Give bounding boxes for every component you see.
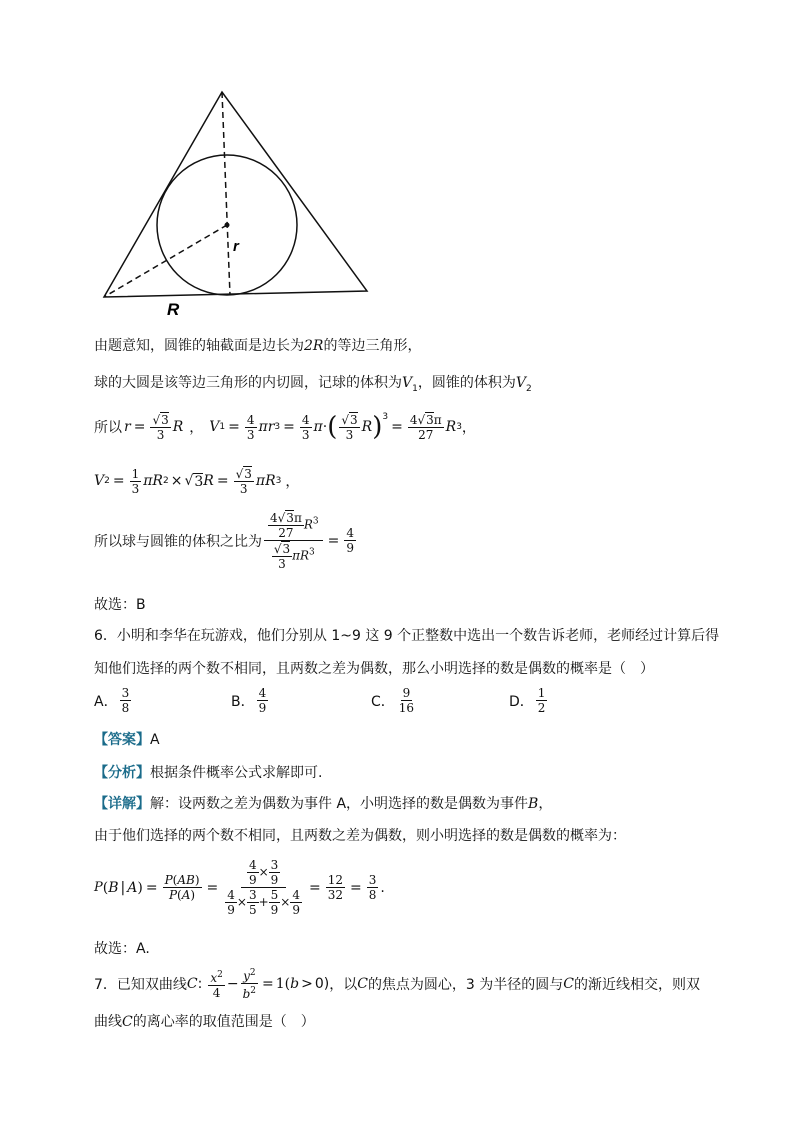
q7-line1-d: 的渐近线相交，则双 (574, 976, 701, 993)
q6-option-b (231, 686, 270, 715)
option-c-den: 16 (398, 701, 415, 715)
curve-c-symbol: C (186, 975, 198, 992)
option-d-den: 2 (537, 701, 546, 715)
sol5-line3: 所以 r = $\frac{√3}{3}$ R ， V 1 = $\frac{4}{3}$ πr 3 = $\frac{4}{3}$ π · ( $\frac{√3}{3}$ R ) 3 = $\frac{4√3\pi}{27}$ R 3 ， (94, 412, 476, 442)
sol5-line4: V 2 = $\frac{1}{3}$ πR 2 × √ 3 R = $\frac{√3}{3}$ πR 3 ， (94, 466, 300, 496)
q6-line1: 6．小明和李华在玩游戏，他们分别从 1~9 这 9 个正整数中选出一个数告诉老师，老师经过计算后得 (94, 628, 720, 644)
option-d-letter: D． (509, 693, 534, 710)
q7-line1-c: 的焦点为圆心，3 为半径的圆与 (367, 976, 564, 993)
option-b-num: 4 (258, 686, 267, 700)
answer-value: A (150, 732, 160, 748)
q6-option-a (94, 686, 133, 715)
curve-c-symbol-3: C (563, 975, 575, 992)
answer-tag: 【答案】 (94, 732, 150, 748)
analysis-tag: 【分析】 (94, 765, 150, 781)
q7-line1-a: 7．已知双曲线 (94, 976, 187, 993)
detail-tag: 【详解】 (94, 796, 150, 812)
q6-option-d (509, 686, 549, 715)
curve-c-symbol-2: C (357, 975, 368, 992)
q6-choice: 故选：A. (94, 941, 150, 957)
q6-reason-line: 由于他们选择的两个数不相同，且两数之差为偶数，则小明选择的数是偶数的概率为： (94, 828, 626, 844)
label-R: R (167, 300, 180, 319)
option-c-letter: C． (371, 693, 395, 710)
sol5-line2-text: 球的大圆是该等边三角形的内切圆，记球的体积为 (94, 375, 402, 391)
option-a-letter: A． (94, 693, 118, 710)
altitude-dashed-line (222, 92, 230, 295)
center-point (225, 223, 230, 228)
sol5-line2: 球的大圆是该等边三角形的内切圆，记球的体积为$V_1$，圆锥的体积为$V_2$ (94, 375, 532, 394)
sol5-line5-prefix: 所以球与圆锥的体积之比为 (94, 533, 262, 550)
option-a-den: 8 (121, 701, 130, 715)
detail-end: ， (538, 796, 553, 812)
sol5-line1 (94, 335, 421, 355)
label-r: r (233, 238, 239, 255)
option-d-num: 1 (537, 686, 546, 700)
q7-line2 (94, 1011, 315, 1031)
v1-symbol: V (402, 375, 413, 391)
sol5-line1-math: 2R (304, 338, 324, 354)
q7-line1-b: ，以 (329, 976, 358, 993)
q7-line2-a: 曲线 (94, 1014, 122, 1030)
sol5-line1-text: 由题意知，圆锥的轴截面是边长为 (94, 338, 304, 354)
cone-cross-section-figure (95, 85, 380, 320)
q6-line2: 知他们选择的两个数不相同，且两数之差为偶数，那么小明选择的数是偶数的概率是（ ） (94, 661, 654, 677)
q6-detail-line (94, 793, 552, 813)
sol5-line4-comma: ， (285, 474, 300, 490)
option-b-letter: B． (231, 693, 255, 710)
q6-analysis-line (94, 762, 322, 782)
sol5-line3-prefix: 所以 (94, 420, 122, 436)
sol5-choice: 故选：B (94, 597, 146, 613)
curve-c-symbol-4: C (122, 1014, 133, 1030)
option-c-num: 9 (402, 686, 411, 700)
event-b-symbol: B (528, 796, 539, 812)
analysis-text: 根据条件概率公式求解即可. (150, 765, 323, 781)
q6-answer-line (94, 729, 160, 749)
q7-line2-b: 的离心率的取值范围是（ ） (132, 1014, 315, 1030)
option-a-num: 3 (121, 686, 130, 700)
q7-line1: 7．已知双曲线 C : $\frac{x^2}{4}$ − $\frac{y^2}{b^2}$ = 1( b > 0) ，以 C 的焦点为圆心，3 为半径的圆与 C 的渐近线相交，则双 (94, 968, 701, 1001)
q6-probability-formula: P ( B | A ) = $\frac{P(AB)}{P(A)}$ = $\frac{4}{9}$ × $\frac{3}{9}$ $\frac{4}{9}$ × $\frac{3}{5}$ + $\frac{5}{9}$ × $\frac{4}{9}$ = $\frac{12}{32}$ = $\frac{3}{8}$ . (94, 858, 385, 917)
q6-option-c (371, 686, 418, 715)
sol5-line1-tail: 的等边三角形， (323, 338, 422, 354)
sol5-line5: 所以球与圆锥的体积之比为 $\frac{4√3\pi}{27}$ $R^3$ $\frac{√3}{3}$ $\pi R^3$ = $\frac{4}{9}$ (94, 511, 354, 571)
v2-symbol: V (515, 375, 526, 391)
option-b-den: 9 (258, 701, 267, 715)
detail-text: 解：设两数之差为偶数为事件 A，小明选择的数是偶数为事件 (150, 796, 529, 812)
radius-to-vertex-dashed-line (104, 225, 227, 297)
triangle-outline (104, 92, 367, 297)
sol5-line2-mid: ，圆锥的体积为 (417, 375, 516, 391)
